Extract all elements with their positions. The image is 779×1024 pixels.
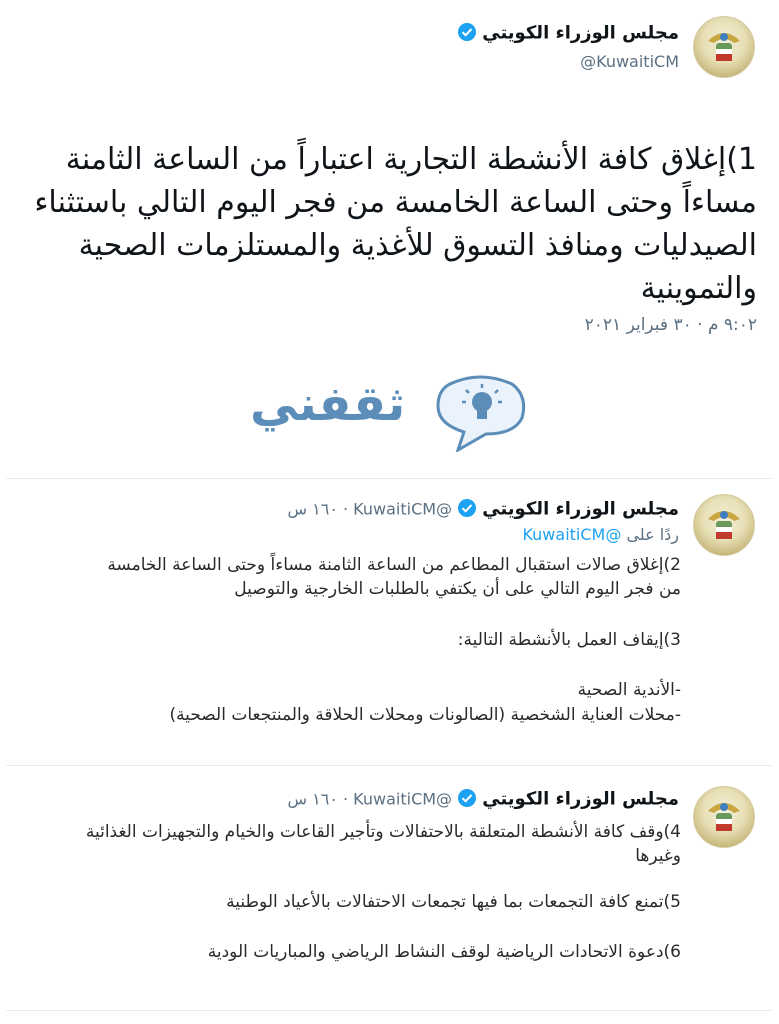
coat-of-arms-icon [694, 17, 754, 77]
tweet-paragraph: -محلات العناية الشخصية (الصالونات ومحلات الحلاقة والمنتجعات الصحية) [169, 705, 681, 725]
avatar[interactable] [693, 786, 755, 848]
coat-of-arms-icon [694, 787, 754, 847]
avatar[interactable] [693, 16, 755, 78]
reply-prefix: ردًا على [626, 525, 679, 544]
verified-badge-icon [457, 22, 477, 46]
author-name[interactable]: مجلس الوزراء الكويتي [482, 22, 679, 44]
coat-of-arms-icon [694, 495, 754, 555]
divider [6, 765, 773, 766]
watermark-text: ثقفني [250, 376, 406, 432]
author-handle[interactable]: @KuwaitiCM [353, 789, 453, 809]
reply-handle-link[interactable]: @KuwaitiCM [522, 525, 622, 544]
divider [6, 1010, 773, 1011]
author-name[interactable]: مجلس الوزراء الكويتي [482, 788, 679, 810]
tweet-paragraph: 6)دعوة الاتحادات الرياضية لوقف النشاط الرياضي والمباريات الودية [207, 942, 681, 962]
tweet-timestamp[interactable]: ٩:٠٢ م · ٣٠ فبراير ٢٠٢١ [584, 315, 757, 335]
divider [6, 478, 773, 479]
tweet-paragraph: 2)إغلاق صالات استقبال المطاعم من الساعة الثامنة مساءاً وحتى الساعة الخامسة من فجر اليوم التالي على أن يكتفي بالطلبات الخارجية والتوصيل [107, 555, 681, 599]
tweet-paragraph: 4)وقف كافة الأنشطة المتعلقة بالاحتفالات وتأجير القاعات والخيام والتجهيزات الغذائية وغيرها [85, 822, 681, 866]
tweet-header: مجلس الوزراء الكويتي @KuwaitiCM · ١٦٠ س [288, 498, 680, 522]
verified-badge-icon [457, 498, 477, 522]
tweet-paragraph: 5)تمنع كافة التجمعات بما فيها تجمعات الاحتفالات بالأعياد الوطنية [226, 892, 681, 912]
verified-badge-icon [457, 788, 477, 812]
watermark-logo [250, 372, 535, 452]
author-name[interactable]: مجلس الوزراء الكويتي [482, 498, 679, 520]
author-handle[interactable]: @KuwaitiCM [353, 499, 453, 519]
avatar[interactable] [693, 494, 755, 556]
lightbulb-icon [430, 372, 530, 452]
tweet-time[interactable]: ١٦٠ س [287, 789, 338, 809]
tweet-header [457, 22, 679, 46]
tweet-paragraph: 3)إيقاف العمل بالأنشطة التالية: [457, 630, 681, 650]
author-handle[interactable]: @KuwaitiCM [580, 52, 679, 71]
tweet-header: مجلس الوزراء الكويتي @KuwaitiCM · ١٦٠ س [288, 788, 680, 812]
tweet-text: 1)إغلاق كافة الأنشطة التجارية اعتباراً من الساعة الثامنة مساءاً وحتى الساعة الخامسة من فجر اليوم التالي باستثناء الصيدليات ومنافذ التسوق للأغذية والمستلزمات الصحية والتموينية [34, 142, 757, 306]
tweet-time[interactable]: ١٦٠ س [287, 499, 338, 519]
reply-context [522, 525, 679, 544]
tweet-paragraph: -الأندية الصحية [577, 680, 681, 700]
